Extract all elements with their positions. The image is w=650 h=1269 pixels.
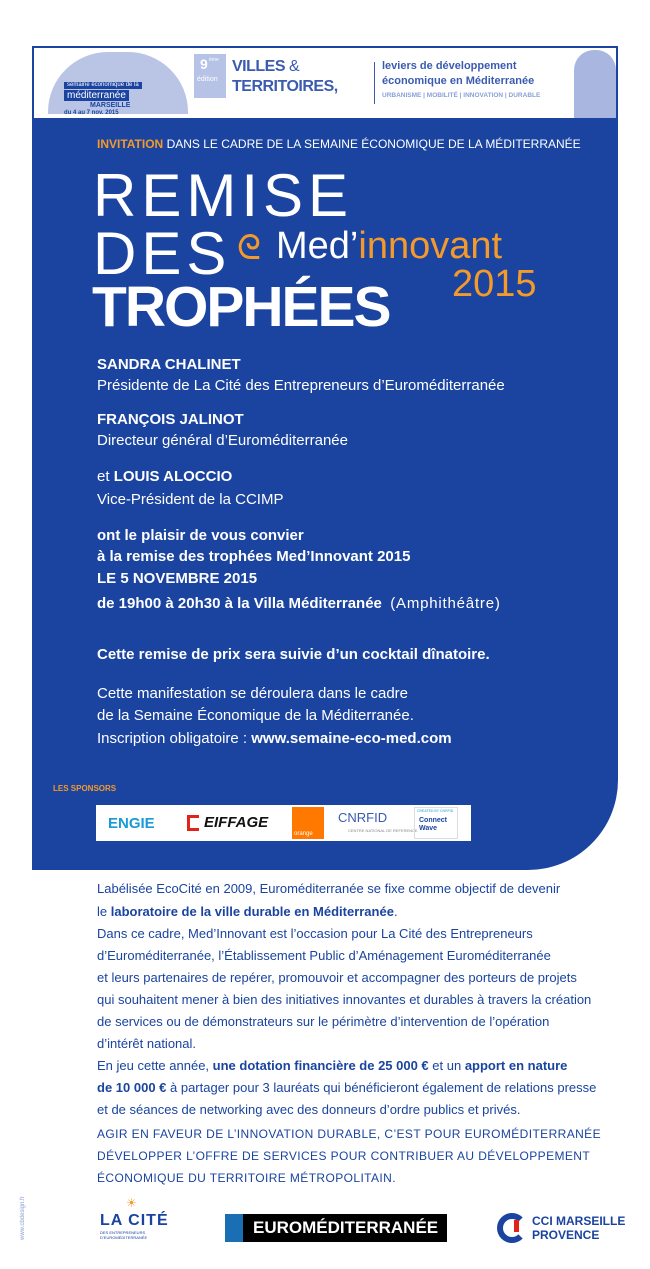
edition-badge — [194, 54, 226, 98]
info-line: Cette manifestation se déroulera dans le cadre — [97, 685, 409, 702]
event-date: LE 5 NOVEMBRE 2015 — [97, 570, 258, 587]
event-banner — [32, 46, 618, 118]
closing-line: ÉCONOMIQUE DU TERRITOIRE MÉTROPOLITAIN. — [97, 1171, 396, 1185]
host-name: et LOUIS ALOCCIO — [97, 468, 233, 485]
host-name: SANDRA CHALINET — [97, 356, 241, 373]
brand-logo-icon: ᘓ — [237, 229, 261, 267]
banner-title-1: VILLES & — [232, 58, 300, 75]
lacite-sub: D’EUROMÉDITERRANÉE — [100, 1235, 148, 1240]
invitation-line — [97, 137, 581, 151]
body-line: le laboratoire de la ville durable en Méditerranée. — [97, 904, 398, 919]
cnrfid-sub: CENTRE NATIONAL DE REFERENCE — [348, 828, 418, 833]
title-line1: REMISE — [93, 162, 354, 229]
invite-line: à la remise des trophées Med’Innovant 2015 — [97, 548, 411, 565]
banner-dates: du 4 au 7 nov. 2015 — [64, 110, 119, 116]
lacite-logo — [100, 1196, 169, 1240]
sponsor-engie: ENGIE — [108, 815, 155, 832]
info-line: de la Semaine Économique de la Méditerranée. — [97, 707, 414, 724]
body-line: qui souhaitent mener à bien des initiatives innovantes et durables à travers la création — [97, 992, 592, 1007]
cci-logo-icon — [497, 1213, 527, 1243]
body-line: et leurs partenaires de repérer, promouvoir et accompagner des porteurs de projets — [97, 970, 577, 985]
banner-subtitle-1: leviers de développement — [382, 60, 517, 72]
info-line: Inscription obligatoire : www.semaine-eco-med.com — [97, 730, 452, 747]
host-role: Directeur général d’Euroméditerranée — [97, 432, 348, 449]
closing-line: AGIR EN FAVEUR DE L’INNOVATION DURABLE, C’EST POUR EUROMÉDITERRANÉE — [97, 1127, 601, 1141]
event-name: méditerranée — [64, 90, 129, 101]
host-role: Vice-Président de la CCIMP — [97, 491, 284, 508]
body-line: Labélisée EcoCité en 2009, Euroméditerranée se fixe comme objectif de devenir — [97, 881, 561, 896]
cci-accent — [514, 1220, 519, 1232]
sponsor-connectwave: CREATED BY CNRFID Connect Wave — [414, 807, 458, 839]
sun-icon: ☀ — [126, 1196, 137, 1210]
body-line: de 10 000 € à partager pour 3 lauréats qui bénéficieront également de relations presse — [97, 1080, 597, 1095]
edition-number: 9 — [200, 56, 208, 72]
sponsor-cnrfid: CNRFID — [338, 810, 388, 825]
website-link[interactable]: www.semaine-eco-med.com — [251, 730, 452, 747]
body-line: Dans ce cadre, Med’Innovant est l’occasion pour La Cité des Entrepreneurs — [97, 926, 533, 941]
body-line: et de séances de networking avec des donneurs d’ordre publics et privés. — [97, 1102, 521, 1117]
host-name: FRANÇOIS JALINOT — [97, 411, 244, 428]
city: MARSEILLE — [90, 102, 131, 109]
cocktail-note: Cette remise de prix sera suivie d’un cocktail dînatoire. — [97, 646, 490, 663]
eiffage-icon — [187, 815, 199, 831]
title-line2: DES — [93, 220, 232, 287]
edition-suffix: ème — [209, 57, 219, 63]
designer-credit[interactable]: www.cbdesign.fr — [20, 1196, 26, 1240]
brand-year: 2015 — [452, 263, 537, 305]
invitation-text: DANS LE CADRE DE LA SEMAINE ÉCONOMIQUE DE LA MÉDITERRANÉE — [166, 137, 581, 151]
closing-line: DÉVELOPPER L’OFFRE DE SERVICES POUR CONTRIBUER AU DÉVELOPPEMENT — [97, 1149, 591, 1163]
invitation-label: INVITATION — [97, 137, 164, 151]
divider — [374, 62, 375, 104]
lacite-name: LA CITÉ — [100, 1212, 169, 1229]
host-role: Présidente de La Cité des Entrepreneurs d’Euroméditerranée — [97, 377, 505, 394]
event-name-small: semaine économique de la — [64, 82, 142, 89]
body-line: d’Euroméditerranée, l’Établissement Public d’Aménagement Euroméditerranée — [97, 948, 551, 963]
building-illustration — [574, 50, 616, 118]
euromediterranee-logo — [225, 1214, 447, 1242]
body-line: En jeu cette année, une dotation financière de 25 000 € et un apport en nature — [97, 1058, 568, 1073]
sponsor-orange: orange — [292, 807, 324, 839]
body-line: de services ou de démonstrateurs sur le périmètre d’intervention de l’opération — [97, 1014, 550, 1029]
cci-name: PROVENCE — [532, 1228, 600, 1242]
sponsor-strip — [96, 805, 471, 841]
euromed-name: EUROMÉDITERRANÉE — [253, 1218, 439, 1237]
body-line: d’intérêt national. — [97, 1036, 197, 1051]
event-time-place: de 19h00 à 20h30 à la Villa Méditerranée (Amphithéâtre) — [97, 595, 501, 612]
invite-line: ont le plaisir de vous convier — [97, 527, 304, 544]
title-line3: TROPHÉES — [92, 275, 390, 339]
banner-subtitle-2: économique en Méditerranée — [382, 75, 535, 87]
sponsor-eiffage: EIFFAGE — [204, 814, 269, 831]
sponsors-label: LES SPONSORS — [53, 784, 117, 793]
euromed-mark-icon — [225, 1214, 243, 1242]
cci-name: CCI MARSEILLE — [532, 1214, 626, 1228]
banner-themes: URBANISME | MOBILITÉ | INNOVATION | DURABLE — [382, 92, 541, 99]
brand-name: Med’innovant — [276, 225, 503, 267]
edition-label: édition — [197, 76, 218, 83]
lacite-sub: DES ENTREPRENEURS — [100, 1230, 146, 1235]
banner-title-2: TERRITOIRES, — [232, 78, 338, 95]
